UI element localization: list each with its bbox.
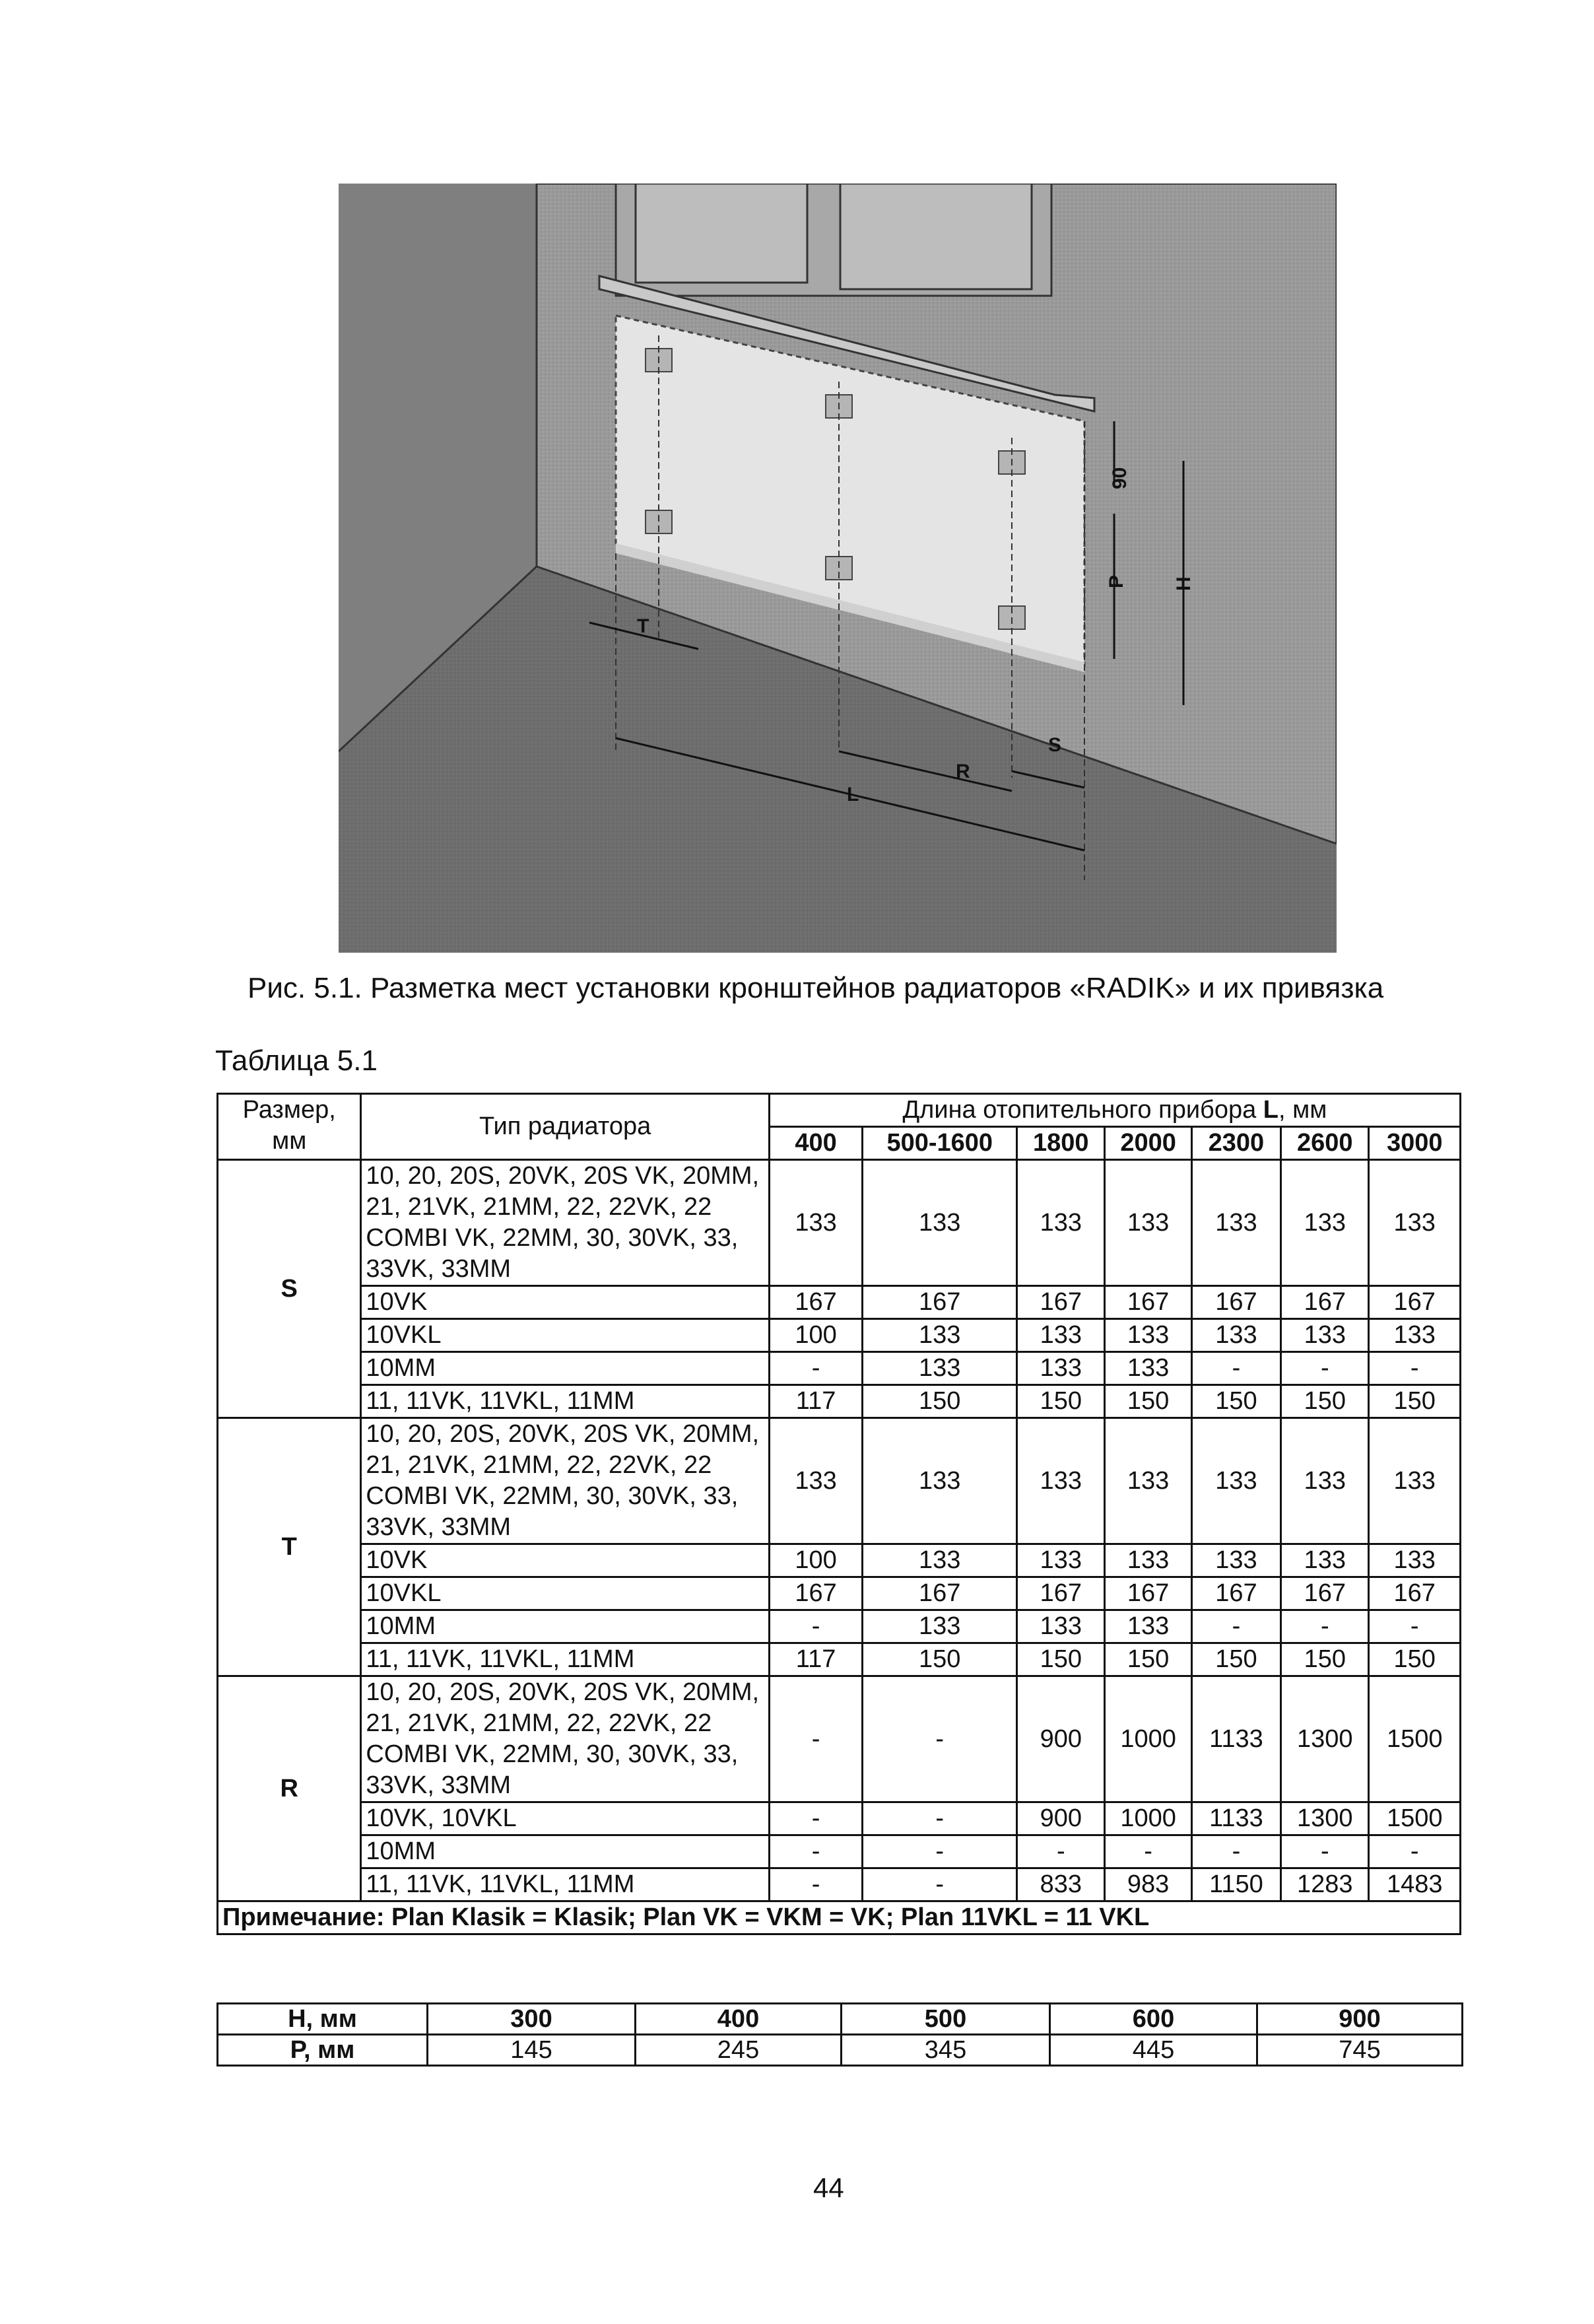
value-cell: 150	[1281, 1385, 1369, 1418]
length-column-header: 2600	[1281, 1127, 1369, 1160]
h-row	[218, 2004, 1463, 2035]
table-row	[218, 1319, 1461, 1352]
value-cell: -	[769, 1835, 863, 1868]
value-cell: -	[769, 1802, 863, 1835]
value-cell: 167	[769, 1577, 863, 1610]
radiator-type-cell: 11, 11VK, 11VKL, 11MM	[361, 1385, 769, 1418]
value-cell: 167	[1017, 1577, 1105, 1610]
value-cell: 167	[1105, 1286, 1191, 1319]
value-cell: 133	[863, 1319, 1017, 1352]
value-cell: -	[863, 1868, 1017, 1901]
value-cell: 167	[1105, 1577, 1191, 1610]
radiator-type-cell: 10VKL	[361, 1319, 769, 1352]
value-cell: 133	[1017, 1418, 1105, 1544]
radiator-type-cell: 10VKL	[361, 1577, 769, 1610]
radiator-type-cell: 10, 20, 20S, 20VK, 20S VK, 20MM, 21, 21VK, 21MM, 22, 22VK, 22 COMBI VK, 22MM, 30, 30VK, 33, 33VK, 33MM	[361, 1418, 769, 1544]
size-header: Размер, мм	[218, 1094, 361, 1160]
value-cell: 133	[1281, 1319, 1369, 1352]
value-cell: 133	[1105, 1418, 1191, 1544]
value-cell: 133	[863, 1418, 1017, 1544]
value-cell: 167	[863, 1577, 1017, 1610]
value-cell: 1133	[1191, 1802, 1280, 1835]
value-cell: 1133	[1191, 1676, 1280, 1802]
value-cell: 150	[1191, 1643, 1280, 1676]
figure-label-90: 90	[1109, 467, 1131, 489]
figure-caption: Рис. 5.1. Разметка мест установки кронштейнов радиаторов «RADIK» и их привязка	[248, 972, 1384, 1004]
radiator-type-cell: 10VK	[361, 1286, 769, 1319]
value-cell: -	[769, 1352, 863, 1385]
size-cell: T	[218, 1418, 361, 1676]
radiator-type-cell: 10, 20, 20S, 20VK, 20S VK, 20MM, 21, 21VK, 21MM, 22, 22VK, 22 COMBI VK, 22MM, 30, 30VK, 33, 33VK, 33MM	[361, 1160, 769, 1286]
value-cell: 167	[1369, 1577, 1461, 1610]
length-column-header: 3000	[1369, 1127, 1461, 1160]
value-cell: -	[1191, 1835, 1280, 1868]
value-cell: -	[863, 1676, 1017, 1802]
p-value-cell: 345	[842, 2035, 1050, 2066]
length-header-suffix: , мм	[1279, 1096, 1327, 1124]
table-row	[218, 1643, 1461, 1676]
value-cell: 133	[1105, 1160, 1191, 1286]
value-cell: 133	[1369, 1418, 1461, 1544]
installation-diagram	[339, 184, 1337, 953]
table-row	[218, 1286, 1461, 1319]
figure-label-L: L	[847, 784, 859, 805]
value-cell: -	[863, 1835, 1017, 1868]
value-cell: -	[1105, 1835, 1191, 1868]
value-cell: 133	[1191, 1319, 1280, 1352]
h-label: H, мм	[218, 2004, 428, 2035]
value-cell: 133	[1369, 1319, 1461, 1352]
value-cell: 1500	[1369, 1676, 1461, 1802]
length-column-header: 500-1600	[863, 1127, 1017, 1160]
value-cell: 133	[1191, 1544, 1280, 1577]
value-cell: 133	[863, 1544, 1017, 1577]
value-cell: -	[1369, 1352, 1461, 1385]
value-cell: -	[1281, 1352, 1369, 1385]
value-cell: 133	[1281, 1418, 1369, 1544]
table-row	[218, 1418, 1461, 1544]
h-value-cell: 300	[428, 2004, 636, 2035]
value-cell: 167	[769, 1286, 863, 1319]
value-cell: 150	[863, 1643, 1017, 1676]
value-cell: 100	[769, 1319, 863, 1352]
figure-label-T: T	[637, 615, 649, 637]
value-cell: 150	[1369, 1385, 1461, 1418]
radiator-type-cell: 10, 20, 20S, 20VK, 20S VK, 20MM, 21, 21VK, 21MM, 22, 22VK, 22 COMBI VK, 22MM, 30, 30VK, 33, 33VK, 33MM	[361, 1676, 769, 1802]
length-header	[769, 1094, 1460, 1127]
value-cell: 150	[1017, 1385, 1105, 1418]
radiator-type-cell: 10VK, 10VKL	[361, 1802, 769, 1835]
value-cell: 1500	[1369, 1802, 1461, 1835]
value-cell: 133	[1017, 1610, 1105, 1643]
figure-label-P: P	[1106, 574, 1127, 588]
value-cell: -	[1191, 1610, 1280, 1643]
value-cell: -	[1369, 1610, 1461, 1643]
table-row	[218, 1610, 1461, 1643]
value-cell: 117	[769, 1643, 863, 1676]
p-value-cell: 245	[636, 2035, 842, 2066]
table-note: Примечание: Plan Klasik = Klasik; Plan VK = VKM = VK; Plan 11VKL = 11 VKL	[218, 1901, 1461, 1934]
value-cell: 1000	[1105, 1676, 1191, 1802]
h-value-cell: 500	[842, 2004, 1050, 2035]
table-row	[218, 1577, 1461, 1610]
value-cell: 900	[1017, 1676, 1105, 1802]
value-cell: 133	[863, 1610, 1017, 1643]
value-cell: -	[769, 1676, 863, 1802]
length-column-header: 2300	[1191, 1127, 1280, 1160]
radiator-type-cell: 10VK	[361, 1544, 769, 1577]
figure-label-R: R	[956, 761, 970, 782]
table-row	[218, 1544, 1461, 1577]
note-row	[218, 1901, 1461, 1934]
value-cell: 983	[1105, 1868, 1191, 1901]
length-column-header: 400	[769, 1127, 863, 1160]
value-cell: 133	[1105, 1352, 1191, 1385]
p-row	[218, 2035, 1463, 2066]
radiator-type-cell: 10MM	[361, 1352, 769, 1385]
size-cell: R	[218, 1676, 361, 1901]
page-number: 44	[813, 2172, 844, 2203]
value-cell: 1283	[1281, 1868, 1369, 1901]
value-cell: 1483	[1369, 1868, 1461, 1901]
h-value-cell: 600	[1050, 2004, 1257, 2035]
type-header: Тип радиатора	[361, 1094, 769, 1160]
value-cell: 133	[1017, 1544, 1105, 1577]
value-cell: 900	[1017, 1802, 1105, 1835]
radiator-type-cell: 11, 11VK, 11VKL, 11MM	[361, 1868, 769, 1901]
value-cell: 117	[769, 1385, 863, 1418]
table-header-row-1	[218, 1094, 1461, 1127]
value-cell: 167	[1281, 1577, 1369, 1610]
value-cell: 1150	[1191, 1868, 1280, 1901]
value-cell: 167	[1369, 1286, 1461, 1319]
value-cell: 133	[1017, 1319, 1105, 1352]
length-header-prefix: Длина отопительного прибора	[902, 1096, 1263, 1124]
h-p-table	[216, 2002, 1463, 2067]
value-cell: 133	[1281, 1544, 1369, 1577]
table-row	[218, 1835, 1461, 1868]
value-cell: 133	[1017, 1160, 1105, 1286]
h-value-cell: 400	[636, 2004, 842, 2035]
figure-label-S: S	[1048, 734, 1062, 756]
value-cell: -	[1017, 1835, 1105, 1868]
table-label: Таблица 5.1	[215, 1044, 378, 1077]
length-header-L: L	[1263, 1096, 1279, 1124]
value-cell: -	[1281, 1610, 1369, 1643]
value-cell: -	[769, 1610, 863, 1643]
value-cell: 133	[1369, 1544, 1461, 1577]
value-cell: 167	[1017, 1286, 1105, 1319]
value-cell: 100	[769, 1544, 863, 1577]
value-cell: -	[769, 1868, 863, 1901]
value-cell: 150	[1191, 1385, 1280, 1418]
value-cell: 133	[1017, 1352, 1105, 1385]
value-cell: 133	[1191, 1160, 1280, 1286]
value-cell: 1000	[1105, 1802, 1191, 1835]
table-body	[218, 1094, 1461, 1934]
value-cell: 150	[1281, 1643, 1369, 1676]
value-cell: 1300	[1281, 1676, 1369, 1802]
value-cell: 833	[1017, 1868, 1105, 1901]
p-label: P, мм	[218, 2035, 428, 2066]
table-row	[218, 1352, 1461, 1385]
size-cell: S	[218, 1160, 361, 1418]
figure-label-H: H	[1173, 576, 1195, 591]
length-column-header: 1800	[1017, 1127, 1105, 1160]
bracket-dimensions-table	[216, 1093, 1461, 1935]
p-value-cell: 445	[1050, 2035, 1257, 2066]
value-cell: 133	[1281, 1160, 1369, 1286]
value-cell: 133	[1105, 1319, 1191, 1352]
table-row	[218, 1385, 1461, 1418]
value-cell: 133	[863, 1352, 1017, 1385]
value-cell: 167	[863, 1286, 1017, 1319]
value-cell: 167	[1281, 1286, 1369, 1319]
table-row	[218, 1676, 1461, 1802]
value-cell: 150	[1017, 1643, 1105, 1676]
table-row	[218, 1868, 1461, 1901]
value-cell: 133	[1369, 1160, 1461, 1286]
radiator-type-cell: 11, 11VK, 11VKL, 11MM	[361, 1643, 769, 1676]
value-cell: 150	[1105, 1385, 1191, 1418]
value-cell: 133	[769, 1418, 863, 1544]
value-cell: 133	[863, 1160, 1017, 1286]
value-cell: 150	[1369, 1643, 1461, 1676]
value-cell: 133	[1191, 1418, 1280, 1544]
value-cell: 133	[1105, 1610, 1191, 1643]
p-value-cell: 745	[1257, 2035, 1463, 2066]
table-row	[218, 1802, 1461, 1835]
radiator-type-cell: 10MM	[361, 1610, 769, 1643]
radiator-type-cell: 10MM	[361, 1835, 769, 1868]
value-cell: 1300	[1281, 1802, 1369, 1835]
value-cell: 150	[1105, 1643, 1191, 1676]
p-value-cell: 145	[428, 2035, 636, 2066]
length-column-header: 2000	[1105, 1127, 1191, 1160]
value-cell: 167	[1191, 1577, 1280, 1610]
value-cell: 133	[1105, 1544, 1191, 1577]
value-cell: 133	[769, 1160, 863, 1286]
value-cell: -	[1191, 1352, 1280, 1385]
value-cell: -	[1369, 1835, 1461, 1868]
h-value-cell: 900	[1257, 2004, 1463, 2035]
table-row	[218, 1160, 1461, 1286]
value-cell: 167	[1191, 1286, 1280, 1319]
value-cell: -	[863, 1802, 1017, 1835]
value-cell: -	[1281, 1835, 1369, 1868]
value-cell: 150	[863, 1385, 1017, 1418]
